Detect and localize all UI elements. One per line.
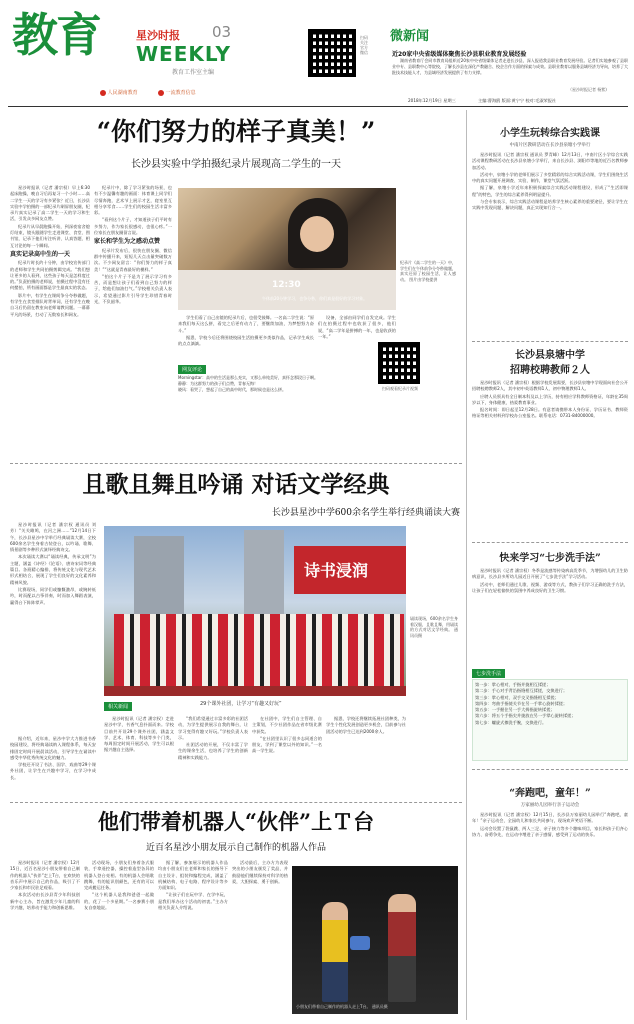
masthead [8, 5, 628, 97]
banner-text: 诗书浸润 [304, 561, 369, 580]
news-brief-title: 近20家中央省级媒体聚焦长沙县职业教育发展经验 [392, 51, 527, 58]
story2-side-caption: 诵读现场，600余名学生身着汉服，且歌且舞，用诵读的方式对话文学经典。 通讯员摄 [410, 616, 458, 638]
stage-floor [104, 686, 406, 696]
brief4-subtitle: 万家丽幼儿园举行亲子运动会 [520, 803, 580, 808]
news-brief-body: 湖南省教育厅会同市教育局组织近20家中央省级媒体记者走进长沙县，深入报道我县职业教育发展经验。记者们实地参观了县职业中专、县职教中心等院校，了解长沙县在深化产教融合、校企合作方面的探索与成效。县职业教育以服务县域经济为导向，培养了大批技术技能人才，为县域经济发展提供了有力支撑。 [392, 58, 628, 75]
story2-photo-caption: 29个课外社团，让学习“有趣又好玩” [200, 701, 282, 707]
brief1-body: 星沙时报讯（记者 潘宗权 通讯员 罗青峰）12月13日，中南片区小学综合实践活动课程教研活动在长沙县泉塘小学举行，来自长沙县、浏阳市等地的近百名教师参加活动。 活动中，泉塘小学的老师们展示了多堂精彩的综合实践活动课，学生们围绕生活中的真实问题开展调查、实验、制作，课堂气氛活跃。 据了解，泉塘小学近年来积极探索综合实践活动课程建设，形成了“生活即课程”的特色，学生的综合素养得到明显提升。 与会专家表示，综合实践活动课程是培养学生核心素养的重要途径，要让学生在实践中发现问题、解决问题，真正实现知行合一。 [472, 152, 628, 211]
brief-divider [472, 542, 628, 543]
story3-headline: 他们带着机器人“伙伴”上Ｔ台 [97, 809, 375, 834]
story2-col6: 据悉，学校还将继续拓展社团种类，为学生个性化发展创造更多机会，目前参与社团活动的学生已达到2000余人。 [326, 716, 406, 734]
brief3-body: 星沙时报讯（记者 潘宗权）冬季是流感等传染病高发季节，为增强幼儿的卫生防病意识，长沙县多所幼儿园近日开展了“七步洗手法”学习活动。 活动中，老师们通过儿歌、视频、游戏等方式，教孩子们学习正确的洗手方法，让孩子们在轻松愉快的氛围中养成良好的卫生习惯。 [472, 568, 628, 593]
story3-photo [292, 866, 458, 1014]
brief2-body: 星沙时报讯（记者 潘宗权）根据学校发展需要，长沙县泉塘中学现面向社会公开招聘校聘教师2人，其中初中英语教师1人、初中物理教师1人。 应聘人员须具有全日制本科及以上学历，持有相应学科教师资格证，年龄在35周岁以下，身体健康，热爱教育事业。 报名时间：即日起至12月28日。有意者请携带本人身份证、学历证书、教师资格证等相关材料到学校办公室报名。联系电话：0731-84000000。 [472, 380, 628, 419]
story3-col1: 星沙时报讯（记者 潘宗权）12月15日，近百名星沙小朋友带着自己制作的机器人“伙伴”走上T台，在欢快的音乐声中展示自己的作品，吸引了不少家长和市民驻足观看。 本次活动由长沙县青少年科技创新中心主办，旨在激发少年儿童的科学兴趣，培养动手能力和创新思维。 [10, 860, 80, 911]
editor-credits: 主编:曹海鸥 版面:黄宁宁 校对:毛淑荣报社 [478, 98, 557, 103]
brief1-title: 小学生玩转综合实践课 [500, 128, 600, 139]
story2-col2: 据介绍，近年来，星沙中学大力推进书香校园建设，将经典诵读纳入课程体系，每天安排固定时间开展晨读活动，引导学生在诵读中感受中华优秀传统文化的魅力。 学校还开设了书法、国学、戏曲等29个课外社团，让学生在兴趣中学习，在学习中成长。 [10, 736, 96, 780]
story1-col2: 纪录片中，除了学习紧张的场景，也有不少温馨有趣的画面：体育课上同学们尽情奔跑，艺术节上展示才艺，寝室里互相分享零食……学生们的校园生活丰富多彩。 “看到这个片子，才知道孩子们平时有多努力，作为家长很感动，也很心疼。”一位家长在朋友圈留言说。 家长和学生为之感动点赞 纪录片发布后，很快在朋友圈、微信群中传播开来，短短几天点击量突破数万次。不少网友留言：“你们努力的样子真美！”“这就是青春最好的模样。” “拍这个片子不是为了展示学习有多苦，而是想让孩子们看到自己努力的样子，给他们加油打气。”学校相关负责人表示，希望通过影片引导学生珍惜青春时光，不负韶华。 [94, 185, 172, 305]
story3-col3: 据了解，参加展示的机器人作品均由小朋友们在老师和家长的指导下自主设计、组装和编程完成，涵盖了机械结构、电子电路、程序设计等多方面知识。 “让孩子们在玩中学、在学中玩，是我们举办这个活动的初衷。”主办方相关负责人介绍说。 [158, 860, 228, 911]
handwash-step: 第五步：一手握住另一手大拇指旋转揉搓； [475, 707, 555, 713]
story1-side-caption: 纪录片《高二学生的一天》中，学生们在午休前争分夺秒做题，真实还原了校园生活，让人感动。 图片由学校提供 [400, 260, 456, 282]
story2-subhead: 长沙县星沙中学600余名学生举行经典诵读大赛 [271, 508, 460, 518]
stage-banner [294, 546, 406, 594]
desk-surface [178, 270, 396, 310]
handwash-step: 第一步：掌心相对，手指并拢相互揉搓； [475, 682, 551, 687]
dateline-bar [8, 98, 628, 107]
story3-col4: 活动最后，主办方为表现突出的小朋友颁发了奖品，并鼓励他们继续保持对科学的热爱，大胆探索、勇于创新。 [232, 860, 288, 884]
brand-name: 星沙时报 [136, 29, 180, 42]
desk-label: 教育工作室主编 [172, 69, 215, 76]
story2-col4: “我们希望通过丰富多彩的社团活动，为学生提供展示自我的舞台，让学习变得有趣又好玩。”学校负责人表示。 社团活动的开展，不仅丰富了学生的课余生活，也培养了学生的创新精神和实践能力。 [178, 716, 248, 760]
badge-dot-icon [158, 90, 164, 96]
handwash-step: 第三步：掌心相对，双手交叉指缝相互揉搓； [475, 694, 559, 700]
comment-item: Morningstar：高中的生活是那么充实，又那么单纯美好，真怀念那段日子啊。 [178, 375, 318, 380]
story1-qr-code[interactable] [378, 342, 420, 384]
comments-box [178, 356, 374, 412]
news-brief-source: （星沙时报记者 杨紫) [568, 87, 607, 92]
story1-headline: “你们努力的样子真美！” [96, 117, 376, 146]
story3-col2: 活动现场，小朋友们身着各式服装，手拿遥控器，操控着造型各异的机器人登台亮相。有的机器人会唱歌跳舞，有的能识别颜色，还有的可以完成搬运任务。 “这个机器人是我和爸爸一起做的，花了一个多星期。”一名参赛小朋友自豪地说。 [84, 860, 154, 911]
badge-dot-icon [100, 90, 106, 96]
masthead-qr-code[interactable] [308, 29, 356, 77]
story1-qr-caption: 扫码观看纪录片视频 [382, 386, 418, 391]
story3-subhead: 近百名星沙小朋友展示自己制作的机器人作品 [145, 843, 326, 853]
brief-divider [472, 341, 628, 342]
story1-col3: 学生们看了自己出镜的纪录片后，也很受鼓舞。一名高二学生说：“原来我们每天这么拼，看完之后更有动力了，要继续加油，为梦想努力奋斗。” 据悉，学校今后还将围绕校园生活拍摄更多类似作品，记录学生成长的点点滴滴。 [178, 315, 314, 347]
masthead-qr-caption: 扫码关注官方微信 [360, 35, 368, 55]
story1-col1: 星沙时报讯（记者 潘宗权）早上6:30起床跑操，晚自习后再复习一个小时……高二学生一天的学习有多紧张？近日，长沙县实验中学拍摄的一部纪录片刷屏朋友圈，纪录片真实记录了高二学生一天的学习和生活，引发众多网友点赞。 纪录片从早晨跑操开始，到深夜宿舍熄灯结束，镜头跟随学生走进课堂、食堂、图书馆，记录下他们专注听讲、认真答题、相互讨论的每一个瞬间。 真实记录高中生的一天 纪录片时长约十分钟，由学校宣传部门的老师和学生共同拍摄剪辑完成。“我们想让更多的人看到，这些孩子每天是怎样度过的。”负责拍摄的老师说，拍摄过程中没有任何摆拍，所有画面都是学生最真实的状态。 影片中，有学生在课间争分夺秒做题，有学生在食堂排队时背单词，还有学生在晚自习后仍留在教室向老师请教问题。一幕幕平凡的场景，打动了无数家长和网友。 [10, 185, 90, 317]
story2-col5: 在社团中，学生们自主管理、自主策划，不少社团作品在省市级比赛中获奖。 “在社团里认识了很多志同道合的朋友，学到了课堂以外的知识。”一名高一学生说。 [252, 716, 322, 754]
handwash-box-label: 七步洗手法 [472, 669, 505, 678]
brief2-title-line2: 招聘校聘教师２人 [510, 365, 590, 376]
comment-item: 晓风：看哭了，想起了自己的高中时代，那时候也是这么拼。 [178, 386, 286, 392]
photo-time-stamp: 12:30 [272, 280, 301, 290]
brief1-subtitle: 中南片区教研活动在长沙县泉塘小学举行 [509, 143, 591, 148]
column-divider [466, 110, 467, 1020]
handwash-step: 第二步：手心对手背沿指缝相互揉搓，交换进行； [475, 688, 568, 694]
brief-divider [472, 769, 628, 770]
story1-col4: 设备，全部由同学们自发完成。学生们在拍摄过程中也收获了很多，他们说，“高二学年是拼搏的一年，也是收获的一年。” [318, 315, 396, 339]
story2-headline: 且歌且舞且吟诵 对话文学经典 [82, 471, 390, 498]
handwash-step: 第四步：弯曲手指使关节在另一手掌心旋转揉搓； [475, 700, 568, 706]
brief3-title: 快来学习“七步洗手法” [499, 553, 601, 564]
story1-photo-caption: 午休前20分钟学习，也争分秒，你们真是很好的学习对象。 [262, 296, 368, 301]
student-face [300, 216, 334, 252]
brief2-title: 长沙县泉塘中学 [515, 350, 585, 361]
brief4-title: “奔跑吧，童年！” [509, 788, 591, 799]
story3-photo-caption: 小朋友们带着自己制作的机器人走上T台。 通讯员摄 [296, 1004, 388, 1009]
section-divider [10, 463, 462, 464]
section-divider [10, 802, 462, 803]
handwash-step: 第七步：螺旋式擦洗手腕，交换进行。 [475, 719, 547, 725]
weibo-label: 微新闻 [390, 29, 430, 44]
weekly-label: WEEKLY [136, 42, 231, 66]
story1-photo [178, 188, 396, 310]
story2-col3: 星沙时报讯（记者 潘宗权）走进星沙中学，书香气息扑面而来。学校目前共开设29个课外社团，涵盖文学、艺术、体育、科技等多个门类，每周固定时间开展活动，学生可以根据兴趣自主选择。 [104, 716, 174, 753]
robot-toy [350, 936, 370, 950]
child-left [322, 902, 348, 1002]
story2-photo [104, 526, 406, 696]
story1-subheading-2: 家长和学生为之感动点赞 [94, 238, 161, 246]
section-title: 教育 [12, 8, 100, 62]
comments-label: 网友评论 [178, 365, 206, 374]
performer-group [114, 614, 404, 696]
handwash-step: 第六步：将五个手指尖并拢放在另一手掌心旋转揉搓； [475, 713, 576, 719]
handwash-steps [472, 679, 628, 761]
badge-info: 一流教育信息 [158, 89, 196, 96]
page-number: 03 [212, 23, 232, 41]
story1-subhead: 长沙县实验中学拍摄纪录片展现高二学生的一天 [131, 159, 341, 170]
brief4-body: 星沙时报讯（记者 潘宗权）12月15日，长沙县万家丽幼儿园举行“奔跑吧，童年！”亲子运动会，全园幼儿和家长共同参与，现场欢声笑语不断。 运动会设置了袋鼠跳、两人三足、亲子接力等多个趣味项目，家长和孩子们齐心协力、奋勇争先，在运动中增进了亲子感情，感受到了运动的快乐。 [472, 812, 628, 837]
dateline: 2018年12月19日 星期三 [408, 98, 456, 103]
badge-people: 人民湖南教育 [100, 89, 138, 96]
comment-item: 静静：为这群努力的孩子们点赞，青春无悔！ [178, 380, 258, 386]
story1-subheading-1: 真实记录高中生的一天 [10, 250, 71, 258]
child-right [388, 894, 416, 1002]
related-news-label: 相关新闻 [104, 702, 132, 711]
right-column [472, 114, 628, 1020]
story2-col1: 星沙时报讯（记者 潘宗权 通讯员 刘芳）“关关雎鸠，在河之洲……”12月14日下午，长沙县星沙中学举行经典诵读大赛，全校600余名学生身着古装登台，以吟诵、歌舞、情景剧等多种形式演绎经典诗文。 本次诵读大赛以“诵读经典，传承文明”为主题，涵盖《诗经》《论语》、唐诗宋词等经典篇目。各班精心编排，将传统文化与现代艺术形式相结合，展现了学生们良好的文化素养和精神风貌。 比赛现场，同学们或慷慨激昂，或婉转低吟，时而配以古筝伴奏，时而加入舞蹈表演，赢得台下阵阵掌声。 [10, 522, 96, 605]
building-right [244, 530, 284, 620]
